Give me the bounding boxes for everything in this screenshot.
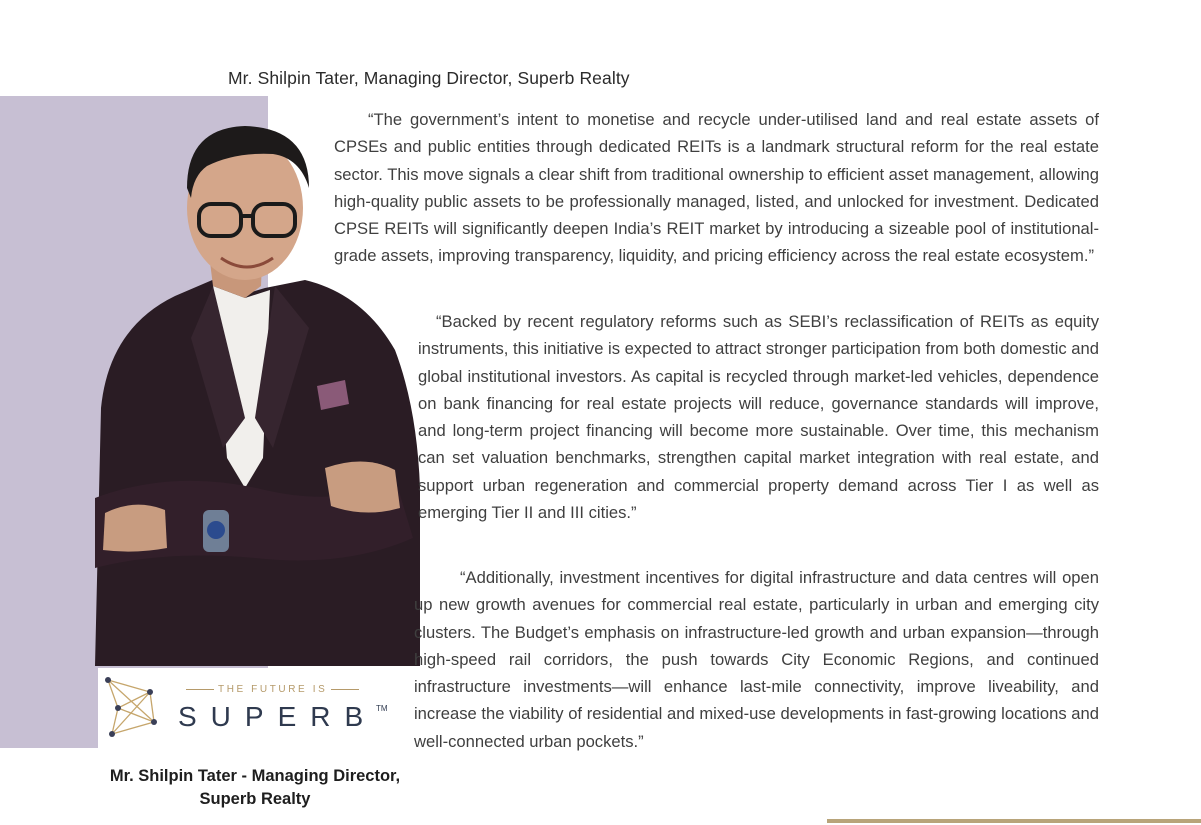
page-heading: Mr. Shilpin Tater, Managing Director, Superb Realty: [228, 68, 630, 88]
logo-tagline: THE FUTURE IS: [182, 684, 363, 695]
quote-paragraph-2: “Backed by recent regulatory reforms such as SEBI’s reclassification of REITs as equity instruments, this initiative is expected to attract stronger participation from both domestic and global institutional investors. As capital is recycled through market-led vehicles, dependence on bank financing for real estate projects will reduce, governance standards will improve, and long-term project financing will become more sustainable. Over time, this mechanism can set valuation benchmarks, strengthen capital market integration with real estate, and support urban regeneration and commercial property demand across Tier I as well as emerging Tier II and III cities.”: [418, 312, 1099, 523]
logo-wordmark: SUPERB: [178, 701, 378, 732]
quote-paragraph-3: “Additionally, investment incentives for digital infrastructure and data centres will open up new growth avenues for commercial real estate, particularly in urban and emerging city clusters. The Budget’s emphasis on infrastructure-led growth and urban expansion—through high-speed rail corridors, the push towards City Economic Regions, and continued infrastructure investments—will enhance last-mile connectivity, improve liveability, and increase the viability of residential and mixed-use developments in fast-growing locations and well-connected urban pockets.”: [414, 568, 1099, 751]
photo-caption: [80, 765, 430, 811]
caption-line-1: Mr. Shilpin Tater - Managing Director,: [109, 767, 401, 785]
superb-logo: [98, 668, 398, 748]
gold-accent-line: [827, 819, 1201, 823]
logo-trademark: TM: [376, 704, 388, 713]
network-logo-icon: [104, 674, 166, 740]
quote-paragraph-1: “The government’s intent to monetise and recycle under-utilised land and real estate assets of CPSEs and public entities through dedicated REITs is a landmark structural reform for the real estate sector. This move signals a clear shift from traditional ownership to efficient asset management, allowing high-quality public assets to be professionally managed, listed, and unlocked for investment. Dedicated CPSE REITs will significantly deepen India’s REIT market by introducing a sizeable pool of institutional-grade assets, improving transparency, liquidity, and pricing efficiency across the real estate ecosystem.”: [334, 110, 1099, 266]
caption-line-2: Superb Realty: [199, 790, 311, 808]
